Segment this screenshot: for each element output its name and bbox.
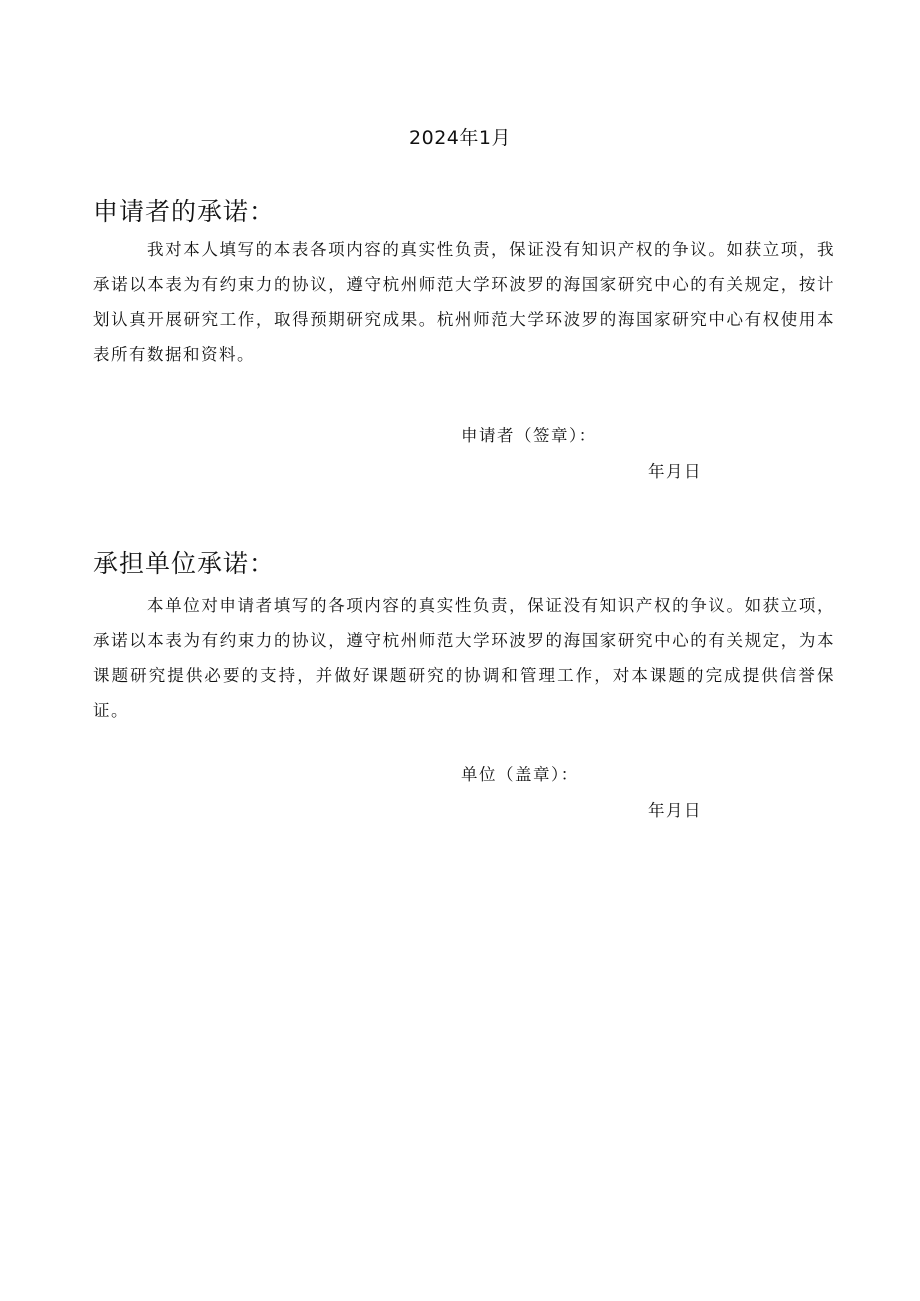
unit-commitment-text: 本单位对申请者填写的各项内容的真实性负责，保证没有知识产权的争议。如获立项，承诺以本表为有约束力的协议，遵守杭州师范大学环波罗的海国家研究中心的有关规定，为本课题研究提供必要的支持，并做好课题研究的协调和管理工作，对本课题的完成提供信誉保证。	[93, 596, 835, 720]
applicant-commitment-heading: 申请者的承诺：	[93, 197, 276, 226]
unit-seal-label: 单位（盖章）：	[461, 765, 579, 784]
document-date: 2024年1月	[409, 127, 511, 149]
applicant-signature-label: 申请者（签章）：	[461, 426, 597, 445]
unit-date-label: 年月日	[648, 801, 702, 820]
applicant-date-label: 年月日	[648, 462, 702, 481]
unit-commitment-heading: 承担单位承诺：	[93, 549, 276, 578]
applicant-commitment-text: 我对本人填写的本表各项内容的真实性负责，保证没有知识产权的争议。如获立项，我承诺以本表为有约束力的协议，遵守杭州师范大学环波罗的海国家研究中心的有关规定，按计划认真开展研究工作，取得预期研究成果。杭州师范大学环波罗的海国家研究中心有权使用本表所有数据和资料。	[93, 240, 835, 364]
